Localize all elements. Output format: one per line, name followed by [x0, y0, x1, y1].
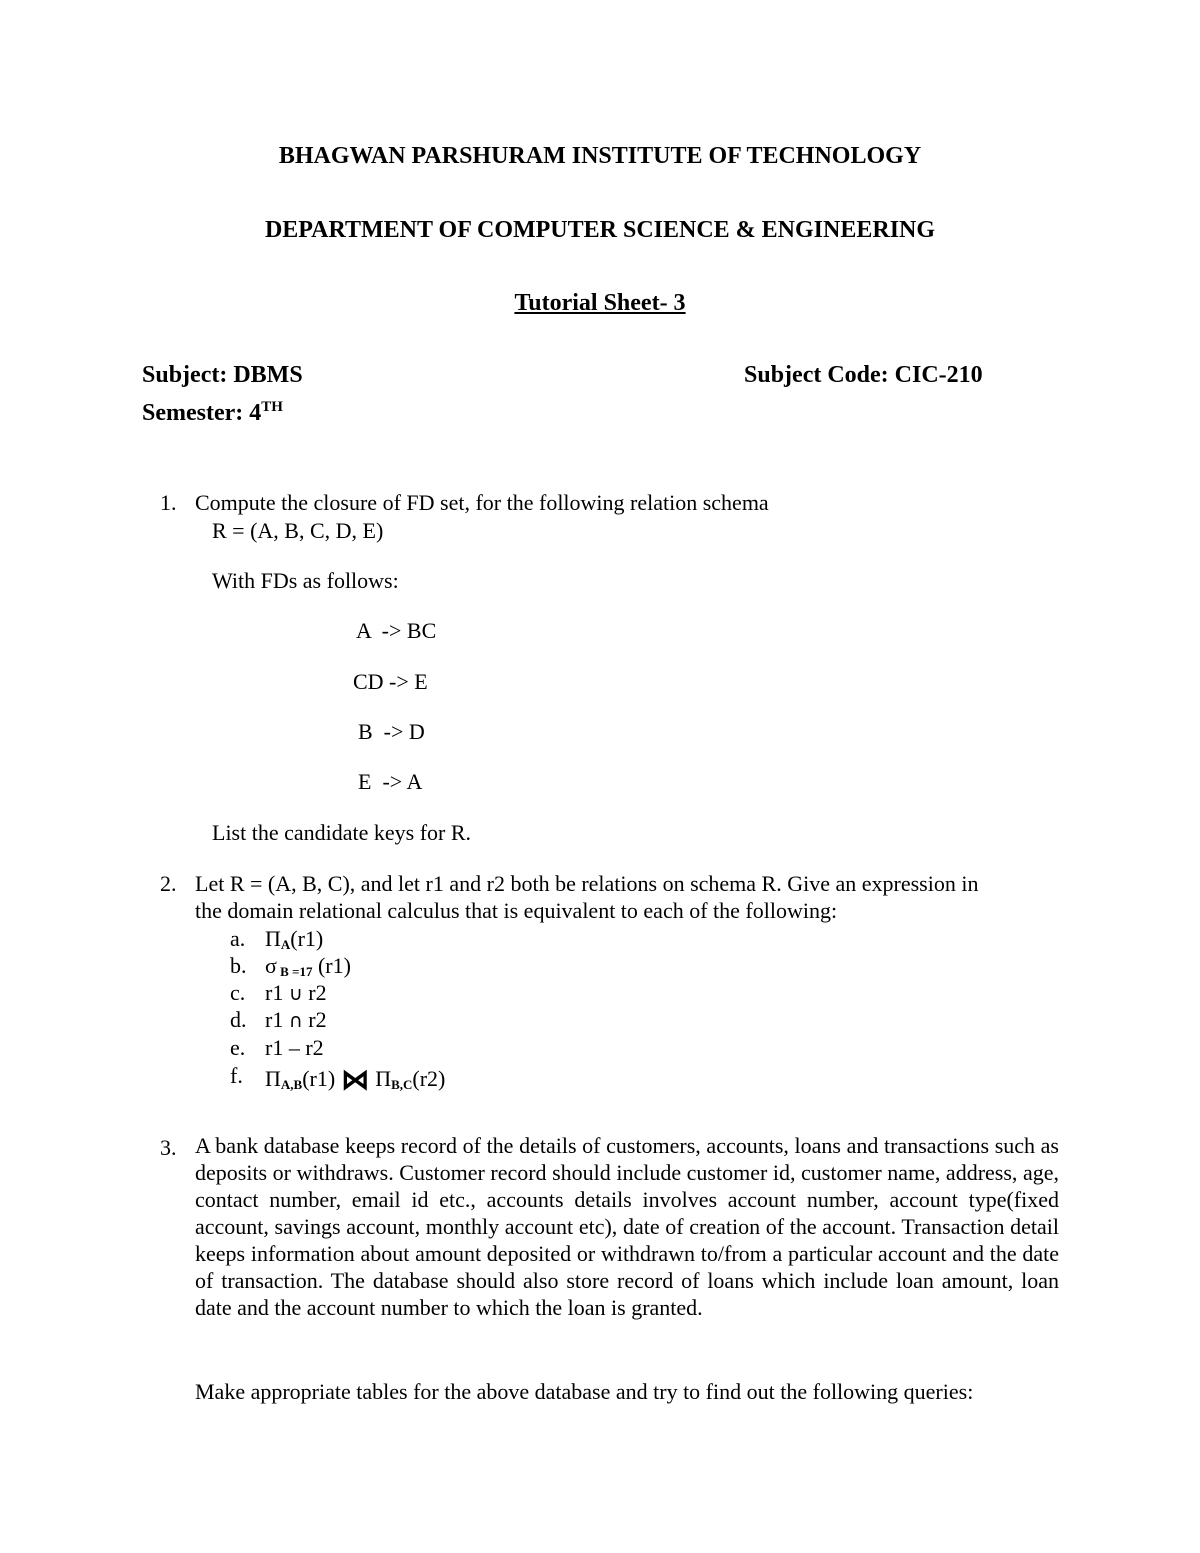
q2-item-label: e. [230, 1035, 246, 1060]
semester-superscript: TH [261, 399, 283, 415]
natural-join-icon: ⋈ [341, 1065, 370, 1096]
q2-item-label: f. [230, 1063, 243, 1088]
q2-line2: the domain relational calculus that is equivalent to each of the following: [195, 898, 838, 923]
operand: (r1) [312, 953, 351, 978]
sheet-title [0, 290, 1200, 317]
operand: r1 [265, 980, 289, 1005]
q1-line2: R = (A, B, C, D, E) [212, 518, 384, 543]
q1-fd-intro: With FDs as follows: [212, 568, 399, 593]
q2-item-label: d. [230, 1007, 247, 1032]
projection-symbol: Π [265, 1066, 281, 1091]
operand: r2 [302, 1007, 327, 1032]
fd-item: E -> A [358, 769, 423, 794]
fd-item: CD -> E [353, 669, 428, 694]
q1-closing: List the candidate keys for R. [212, 820, 472, 845]
q2-item-a [265, 926, 323, 953]
q1-number: 1. [160, 490, 177, 515]
selection-symbol: σ [265, 953, 277, 978]
operand: (r1) [302, 1066, 336, 1091]
subscript: A,B [280, 1077, 303, 1092]
subject-code-label: Subject Code: CIC-210 [744, 362, 983, 388]
fd-item: B -> D [358, 719, 425, 744]
subject-label: Subject: DBMS [142, 362, 303, 388]
operand: r2 [302, 980, 327, 1005]
department-heading: DEPARTMENT OF COMPUTER SCIENCE & ENGINEERING [264, 217, 936, 243]
operand: (r2) [412, 1066, 446, 1091]
q2-item-label: a. [230, 926, 246, 951]
q3-paragraph: A bank database keeps record of the details of customers, accounts, loans and transactions such as deposits or withdraws. Customer record should include customer id, customer name, address, age, contact number, email id etc., accounts details involves account number, account type(fixed account, savings account, monthly account etc), date of creation of the account. Transaction detail keeps information about amount deposited or withdrawn to/from a particular account and the date of transaction. The database should also store record of loans which include loan amount, loan date and the account number to which the loan is granted. [195, 1133, 1059, 1320]
q2-item-b [265, 953, 351, 980]
q2-item-c [265, 980, 327, 1006]
subscript: A [280, 937, 291, 952]
q2-line1: Let R = (A, B, C), and let r1 and r2 both be relations on schema R. Give an expression in [195, 871, 979, 896]
operand: r1 [265, 1007, 289, 1032]
institute-heading: BHAGWAN PARSHURAM INSTITUTE OF TECHNOLOGY [278, 143, 922, 169]
union-symbol: ∪ [288, 983, 303, 1005]
q1-line1: Compute the closure of FD set, for the following relation schema [195, 490, 769, 515]
q3-number: 3. [160, 1135, 177, 1160]
q2-item-e: r1 – r2 [265, 1035, 324, 1060]
q3-closing: Make appropriate tables for the above database and try to find out the following queries: [195, 1379, 974, 1404]
q2-item-label: c. [230, 980, 246, 1005]
subscript: B =17 [276, 964, 313, 979]
projection-symbol: Π [375, 1066, 392, 1091]
intersection-symbol: ∩ [288, 1010, 303, 1032]
q2-item-f [265, 1063, 445, 1097]
fd-item: A -> BC [356, 618, 437, 643]
q2-item-d [265, 1007, 327, 1033]
q2-number: 2. [160, 871, 177, 896]
operand: (r1) [290, 926, 324, 951]
subscript: B,C [391, 1077, 413, 1092]
semester-label [142, 399, 283, 427]
semester-text: Semester: 4 [142, 400, 262, 426]
projection-symbol: Π [265, 926, 281, 951]
q2-item-label: b. [230, 953, 247, 978]
sheet-title-text: Tutorial Sheet- 3 [514, 290, 686, 316]
